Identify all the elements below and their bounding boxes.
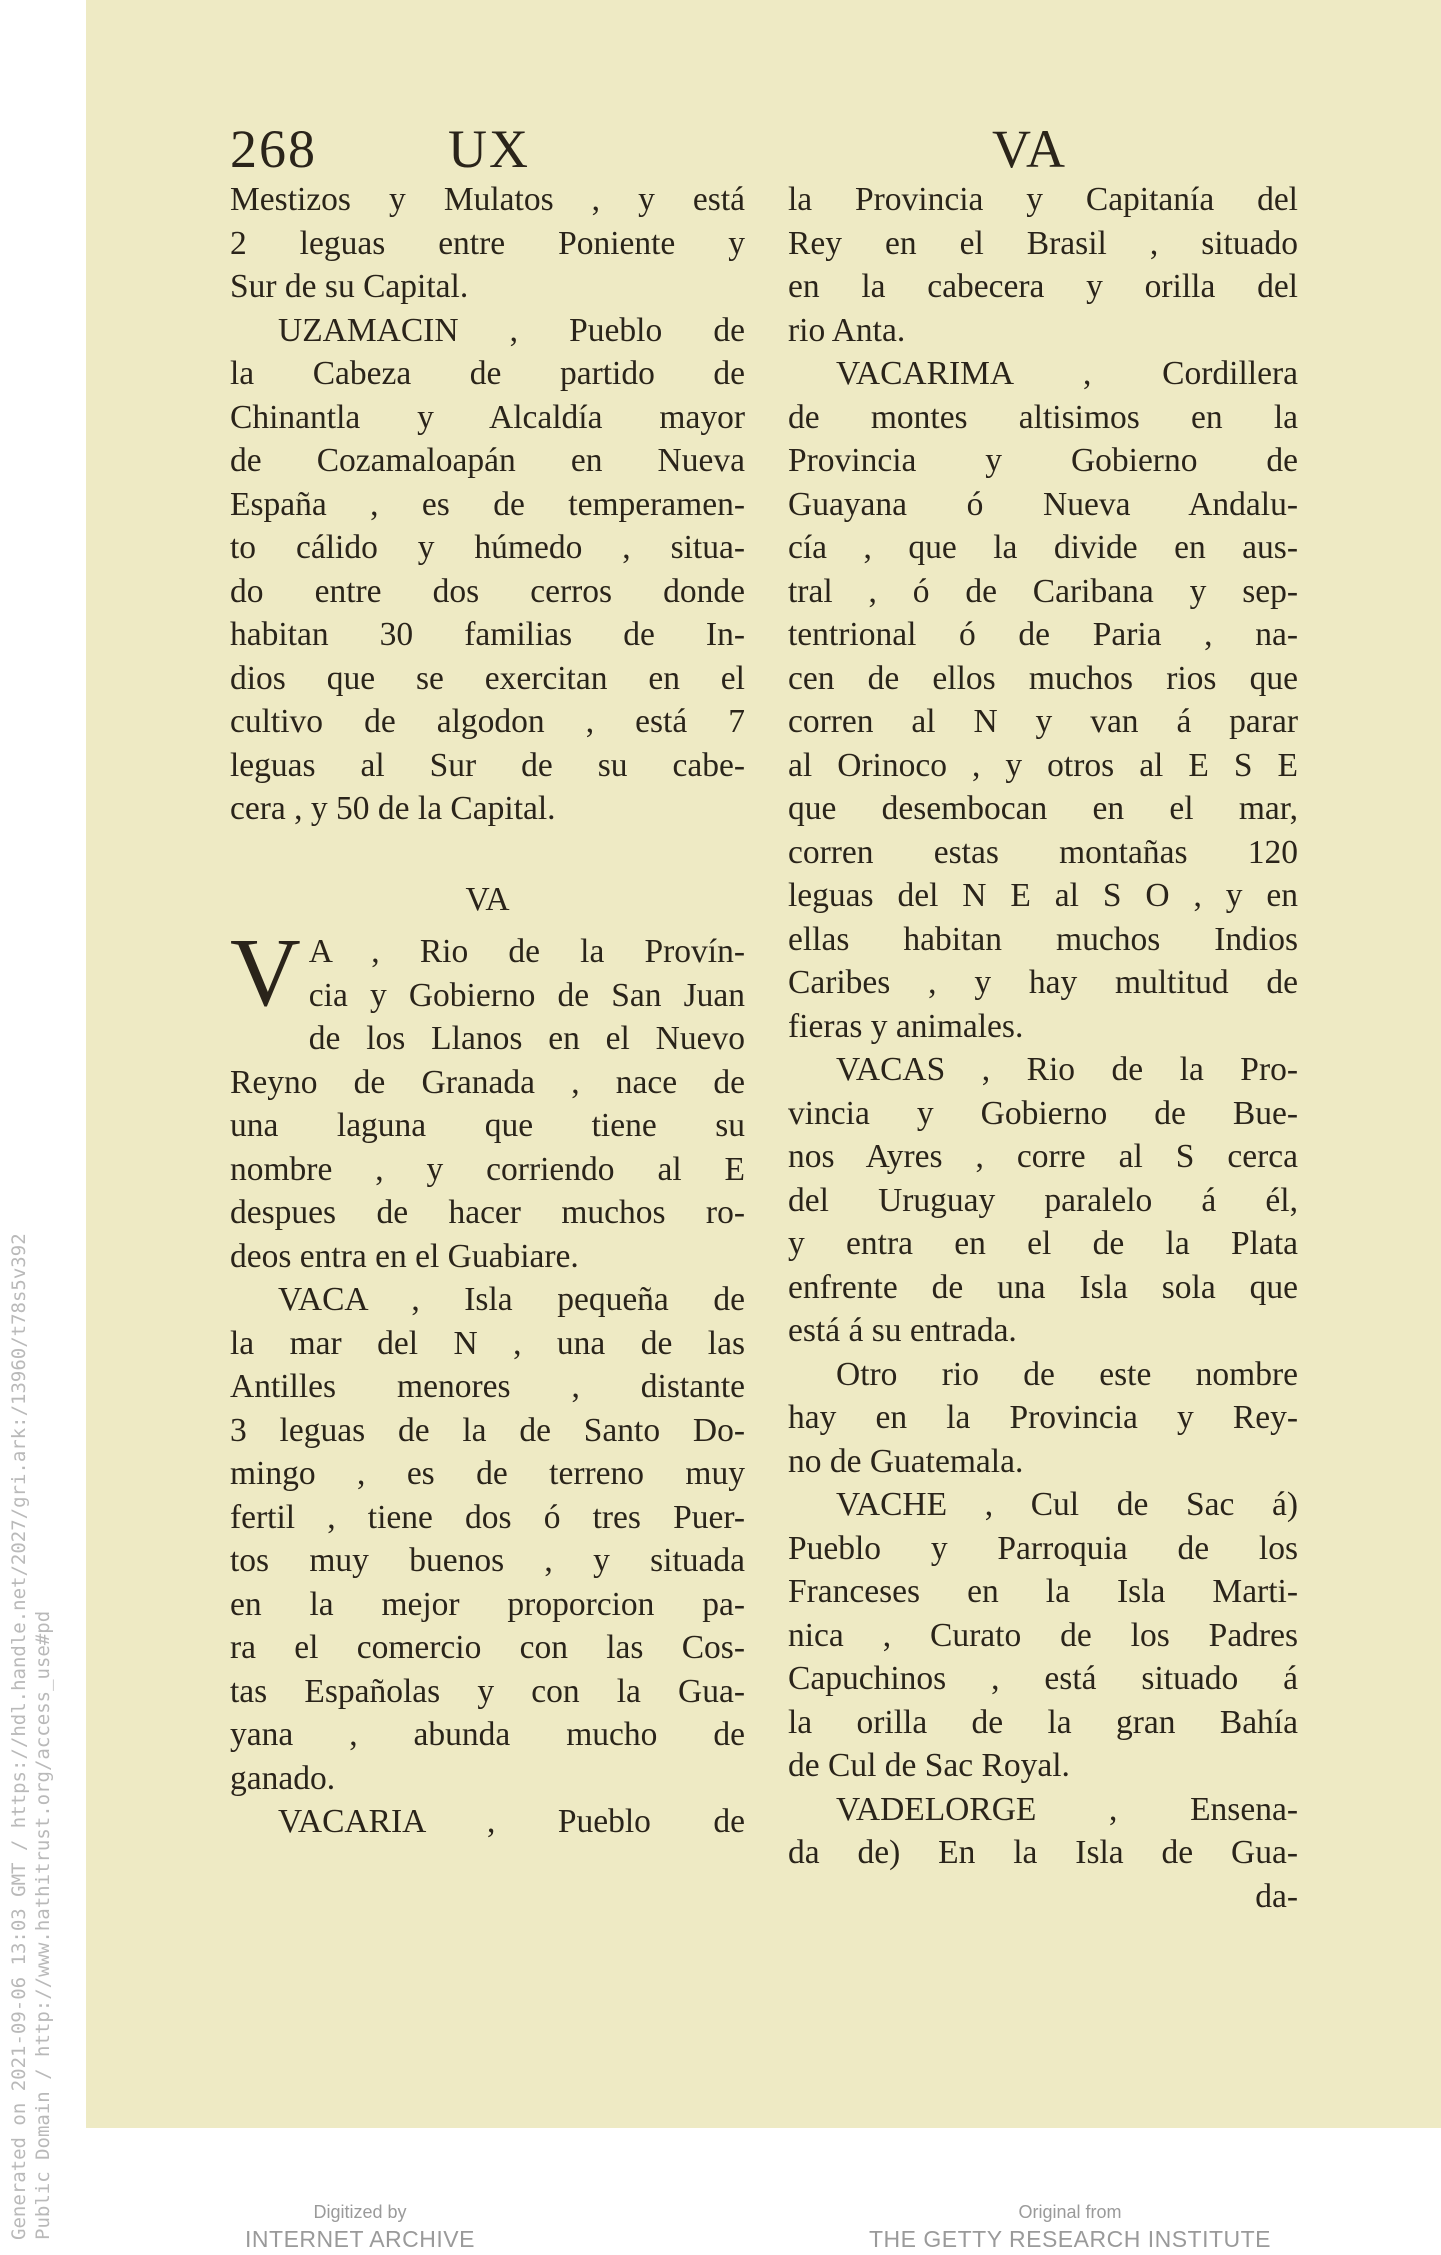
text-line: la mar del N , una de las	[230, 1324, 745, 1362]
text-line: nombre , y corriendo al E	[230, 1150, 745, 1188]
text-line: Guayana ó Nueva Andalu-	[788, 485, 1298, 523]
text-line: Caribes , y hay multitud de	[788, 964, 1298, 1001]
text-line: rio Anta.	[788, 311, 906, 349]
text-line: la orilla de la gran Bahía	[788, 1703, 1298, 1741]
digitized-by-credit	[190, 2200, 530, 2254]
text-line: de Cozamaloapán en Nueva	[230, 442, 745, 479]
text-line: Franceses en la Isla Marti-	[788, 1573, 1298, 1610]
text-line: tral , ó de Caribana y sep-	[788, 572, 1298, 610]
text-line: habitan 30 familias de In-	[230, 616, 745, 653]
text-line: fieras y animales.	[788, 1007, 1024, 1045]
text-line: deos entra en el Guabiare.	[230, 1237, 579, 1275]
text-line: tos muy buenos , y situada	[230, 1542, 745, 1579]
original-from-credit	[860, 2200, 1280, 2254]
page-number: 268	[230, 119, 317, 179]
catchword: da-	[1255, 1877, 1298, 1915]
text-line: del Uruguay paralelo á él,	[788, 1181, 1298, 1219]
entry-line: VACARIMA , Cordillera	[836, 355, 1298, 392]
text-line: fertil , tiene dos ó tres Puer-	[230, 1498, 745, 1536]
text-line: cen de ellos muchos rios que	[788, 659, 1298, 697]
text-line: ganado.	[230, 1759, 336, 1797]
text-line: de montes altisimos en la	[788, 398, 1298, 436]
text-line: está á su entrada.	[788, 1312, 1017, 1349]
text-line: la Cabeza de partido de	[230, 355, 745, 392]
hathitrust-stamp	[0, 0, 86, 2255]
text-line: Pueblo y Parroquia de los	[788, 1529, 1298, 1567]
text-line: cultivo de algodon , está 7	[230, 703, 745, 740]
text-line: Provincia y Gobierno de	[788, 442, 1298, 479]
text-line: España , es de temperamen-	[230, 485, 745, 523]
text-line: tentrional ó de Paria , na-	[788, 616, 1298, 653]
text-line: Antilles menores , distante	[230, 1368, 745, 1405]
text-line: y entra en el de la Plata	[788, 1225, 1298, 1262]
text-line: to cálido y húmedo , situa-	[230, 529, 745, 566]
text-line: corren estas montañas 120	[788, 833, 1298, 871]
getty-institute-label: THE GETTY RESEARCH INSTITUTE	[868, 2226, 1272, 2252]
right-running-head: VA	[992, 119, 1068, 179]
internet-archive-label: INTERNET ARCHIVE	[245, 2226, 475, 2252]
text-line: cia y Gobierno de San Juan	[308, 976, 745, 1014]
entry-line: VACA , Isla pequeña de	[278, 1281, 745, 1318]
text-line: de Cul de Sac Royal.	[788, 1747, 1070, 1784]
left-column	[230, 178, 745, 1844]
digitized-by-label: Digitized by	[313, 2202, 407, 2222]
right-column	[788, 178, 1298, 1918]
text-line: 3 leguas de la de Santo Do-	[230, 1411, 745, 1449]
text-line: Mestizos y Mulatos , y está	[230, 181, 745, 218]
text-line: A , Rio de la Provín-	[308, 933, 745, 970]
text-line: Capuchinos , está situado á	[788, 1660, 1298, 1697]
original-from-label: Original from	[1018, 2202, 1122, 2222]
text-line: en la cabecera y orilla del	[788, 268, 1298, 305]
text-line: nos Ayres , corre al S cerca	[788, 1138, 1298, 1175]
drop-cap: V	[230, 919, 301, 1027]
text-line: no de Guatemala.	[788, 1442, 1024, 1480]
text-line: cía , que la divide en aus-	[788, 529, 1298, 566]
text-line: enfrente de una Isla sola que	[788, 1268, 1298, 1306]
text-line: ra el comercio con las Cos-	[230, 1629, 745, 1666]
entry-line: Otro rio de este nombre	[836, 1355, 1298, 1393]
left-running-head: UX	[448, 119, 530, 179]
text-line: Sur de su Capital.	[230, 268, 469, 305]
entry-line: VACHE , Cul de Sac á)	[836, 1486, 1298, 1523]
text-line: mingo , es de terreno muy	[230, 1455, 745, 1492]
text-line: da de) En la Isla de Gua-	[788, 1834, 1298, 1871]
text-line: en la mejor proporcion pa-	[230, 1585, 745, 1623]
text-line: leguas al Sur de su cabe-	[230, 746, 745, 784]
text-line: tas Españolas y con la Gua-	[230, 1672, 745, 1710]
entry-line: VACAS , Rio de la Pro-	[836, 1051, 1298, 1088]
text-line: cera , y 50 de la Capital.	[230, 790, 556, 827]
text-line: al Orinoco , y otros al E S E	[788, 746, 1298, 784]
text-line: 2 leguas entre Poniente y	[230, 224, 745, 262]
text-line: Chinantla y Alcaldía mayor	[230, 398, 745, 436]
rights-stamp-line: Public Domain / http://www.hathitrust.org/access_use#pd	[32, 1610, 54, 2240]
text-line: corren al N y van á parar	[788, 703, 1298, 740]
text-line: Reyno de Granada , nace de	[230, 1063, 745, 1101]
text-line: de los Llanos en el Nuevo	[308, 1020, 745, 1057]
text-line: leguas del N E al S O , y en	[788, 877, 1298, 914]
text-line: la Provincia y Capitanía del	[788, 181, 1298, 218]
text-line: una laguna que tiene su	[230, 1107, 745, 1144]
entry-line: VACARIA , Pueblo de	[278, 1803, 745, 1840]
text-line: despues de hacer muchos ro-	[230, 1194, 745, 1231]
entry-line: UZAMACIN , Pueblo de	[278, 311, 745, 349]
text-line: vincia y Gobierno de Bue-	[788, 1094, 1298, 1132]
text-line: do entre dos cerros donde	[230, 572, 745, 610]
text-line: dios que se exercitan en el	[230, 659, 745, 697]
text-line: ellas habitan muchos Indios	[788, 920, 1298, 958]
generation-stamp-line: Generated on 2021-09-06 13:03 GMT / https://hdl.handle.net/2027/gri.ark:/13960/t78s5v392	[8, 1233, 30, 2240]
text-line: que desembocan en el mar,	[788, 790, 1298, 827]
text-line: hay en la Provincia y Rey-	[788, 1399, 1298, 1436]
section-title: VA	[465, 881, 510, 918]
entry-line: VADELORGE , Ensena-	[836, 1790, 1298, 1828]
text-line: Rey en el Brasil , situado	[788, 224, 1298, 262]
text-line: nica , Curato de los Padres	[788, 1616, 1298, 1654]
text-line: yana , abunda mucho de	[230, 1716, 745, 1753]
